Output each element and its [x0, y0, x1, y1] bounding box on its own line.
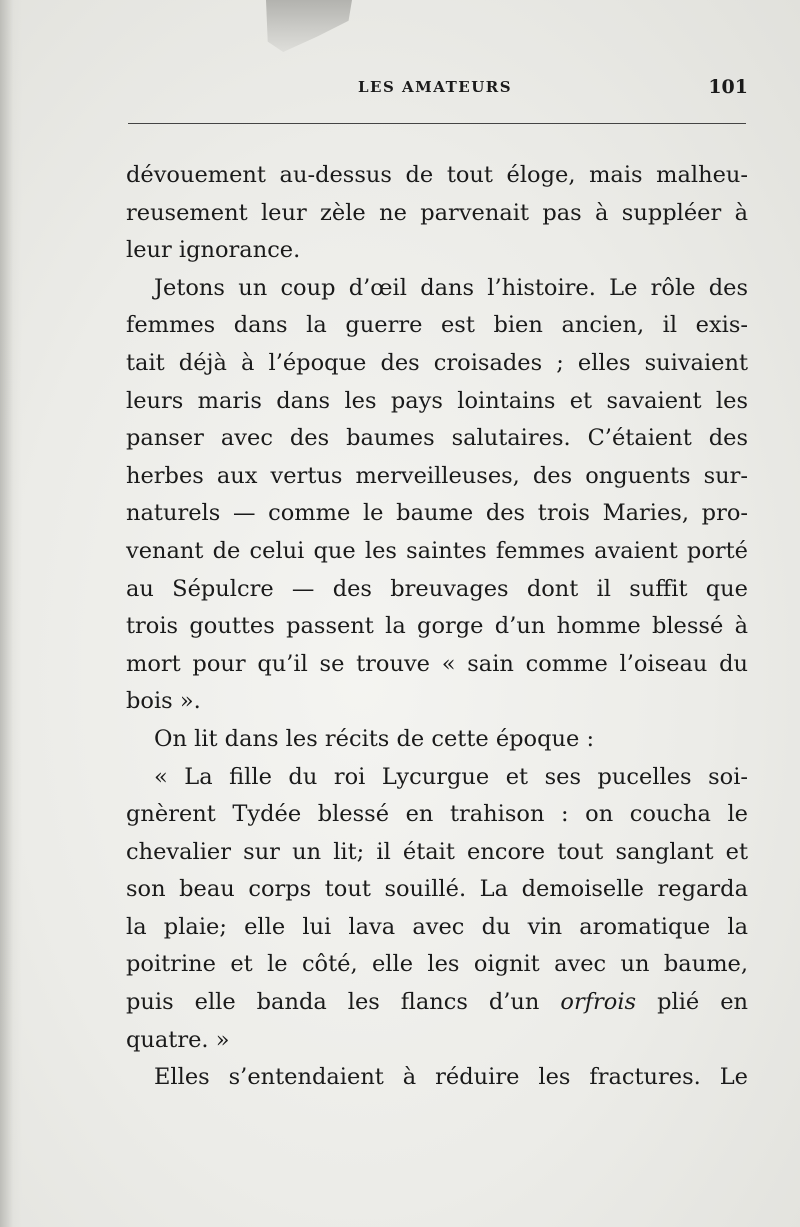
text-line: reusement leur zèle ne parvenait pas à suppléer à: [126, 199, 748, 226]
text-line: naturels — comme le baume des trois Maries, pro-: [126, 500, 748, 527]
text-line: leur ignorance.: [126, 237, 301, 264]
header-rule: [128, 123, 746, 124]
text-line: gnèrent Tydée blessé en trahison : on coucha le: [126, 801, 748, 828]
text-line: Jetons un coup d’œil dans l’histoire. Le rôle des: [154, 274, 748, 301]
text-line: femmes dans la guerre est bien ancien, il exis-: [126, 312, 748, 339]
text-line: [126, 984, 748, 1022]
torn-paper-fragment: [266, 0, 352, 52]
text-line: Elles s’entendaient à réduire les fractures. Le: [154, 1064, 748, 1091]
text-line: trois gouttes passent la gorge d’un homme blessé à: [126, 613, 748, 640]
binding-shadow: [0, 0, 22, 1227]
text-line: On lit dans les récits de cette époque :: [154, 725, 595, 752]
text-line: venant de celui que les saintes femmes avaient porté: [126, 537, 748, 564]
text-line: tait déjà à l’époque des croisades ; elles suivaient: [126, 349, 748, 376]
text-line: bois ».: [126, 688, 201, 715]
text-line: quatre. »: [126, 1026, 230, 1053]
text-line: herbes aux vertus merveilleuses, des onguents sur-: [126, 462, 748, 489]
running-title: LES AMATEURS: [358, 78, 513, 96]
text-line: leurs maris dans les pays lointains et savaient les: [126, 387, 748, 414]
text-line-part: plié en: [657, 989, 749, 1016]
text-line: panser avec des baumes salutaires. C’étaient des: [126, 425, 748, 452]
text-line: son beau corps tout souillé. La demoiselle regarda: [126, 876, 748, 903]
text-line: poitrine et le côté, elle les oignit avec un baume,: [126, 951, 748, 978]
text-line: chevalier sur un lit; il était encore tout sanglant et: [126, 838, 748, 865]
text-line: mort pour qu’il se trouve « sain comme l’oiseau du: [126, 650, 748, 677]
text-line: la plaie; elle lui lava avec du vin aromatique la: [126, 913, 748, 940]
text-line-part: puis elle banda les flancs d’un: [126, 989, 540, 1016]
italic-word: orfrois: [560, 989, 637, 1016]
body-text: [126, 157, 748, 1097]
text-line: au Sépulcre — des breuvages dont il suffit que: [126, 575, 748, 602]
page-number: 101: [708, 76, 748, 98]
text-line: dévouement au-dessus de tout éloge, mais malheu-: [126, 162, 748, 188]
page-header: [128, 78, 748, 102]
text-line: « La fille du roi Lycurgue et ses pucelles soi-: [154, 763, 748, 790]
